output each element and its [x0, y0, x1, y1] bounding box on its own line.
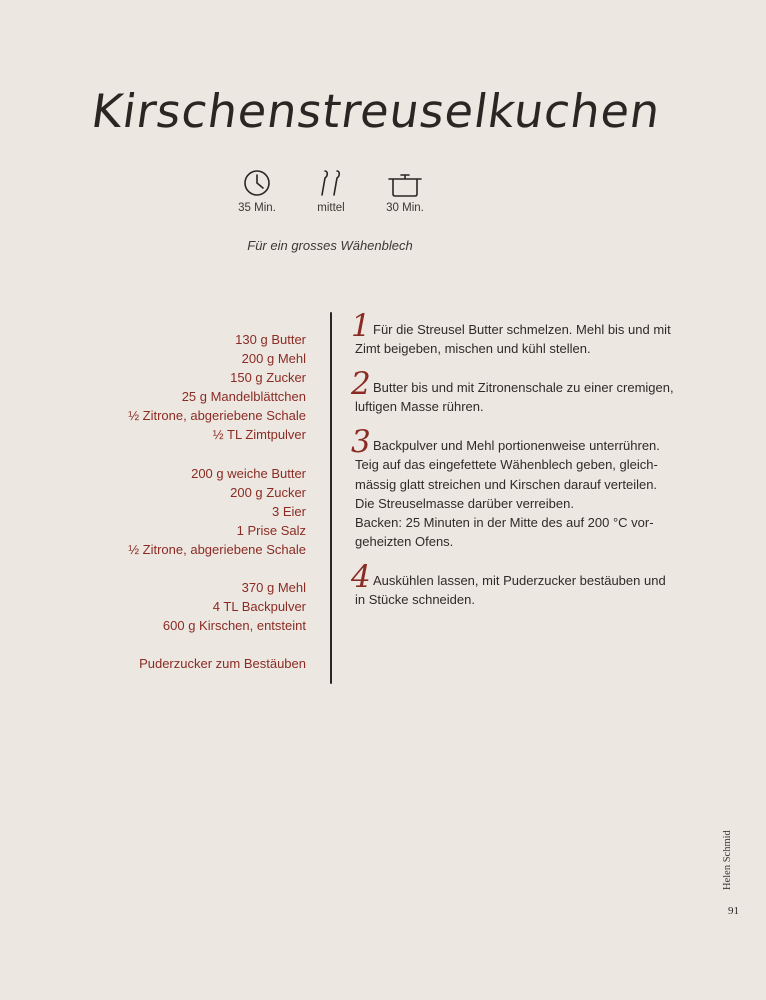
ingredient-group-cream: [60, 464, 306, 559]
prep-time: [236, 166, 278, 214]
step-4: [351, 558, 695, 609]
step-line: in Stücke schneiden.: [355, 592, 475, 608]
page-number: 91: [728, 905, 739, 917]
step-1: [351, 308, 695, 358]
servings: Für ein grosses Wähenblech: [247, 238, 413, 253]
step-line: Auskühlen lassen, mit Puderzucker bestäuben und: [373, 572, 666, 588]
difficulty: [310, 166, 352, 214]
clock-icon: [236, 166, 278, 200]
difficulty-icon: [310, 166, 352, 200]
ingredient-item: 200 g Zucker: [230, 484, 306, 500]
ingredient-group-streusel: [60, 330, 306, 445]
ingredient-group-dough: [60, 578, 306, 635]
ingredient-group-topping: [60, 654, 306, 673]
author-credit: [712, 830, 762, 890]
step-number: 2: [351, 366, 371, 403]
step-line: luftigen Masse rühren.: [355, 399, 484, 415]
step-2: [351, 366, 695, 416]
step-line: Die Streuselmasse darüber verreiben.: [355, 495, 574, 511]
ingredient-item: ½ Zitrone, abgeriebene Schale: [128, 541, 306, 557]
step-line: Backpulver und Mehl portionenweise unterrühren.: [373, 438, 660, 454]
ingredient-item: Puderzucker zum Bestäuben: [139, 656, 306, 672]
step-number: 1: [351, 308, 371, 344]
step-number: 4: [351, 558, 371, 595]
step-line: geheizten Ofens.: [355, 533, 454, 549]
step-number: 3: [351, 424, 371, 461]
step-line: Backen: 25 Minuten in der Mitte des auf 200 °C vor-: [355, 514, 654, 530]
ingredient-item: 200 g weiche Butter: [191, 465, 306, 481]
step-line: Teig auf das eingefettete Wähenblech geben, gleich-: [355, 457, 658, 473]
ingredient-item: 25 g Mandelblättchen: [181, 389, 306, 405]
ingredient-item: 370 g Mehl: [241, 580, 306, 596]
step-list: [351, 308, 695, 629]
bake-time: [383, 166, 427, 214]
step-line: Butter bis und mit Zitronenschale zu einer cremigen,: [373, 380, 674, 396]
ingredient-item: 130 g Butter: [235, 332, 306, 347]
ingredient-item: 150 g Zucker: [230, 370, 306, 386]
ingredient-item: 3 Eier: [272, 503, 306, 519]
ingredient-item: 1 Prise Salz: [236, 522, 306, 538]
column-divider: [330, 312, 332, 684]
pot-icon: [383, 166, 427, 200]
step-line: Für die Streusel Butter schmelzen. Mehl bis und mit: [373, 322, 671, 337]
prep-time-label: 35 Min.: [238, 202, 276, 214]
bake-time-label: 30 Min.: [386, 202, 424, 214]
ingredient-item: ½ Zitrone, abgeriebene Schale: [128, 408, 306, 424]
difficulty-label: mittel: [317, 202, 345, 214]
ingredient-item: 600 g Kirschen, entsteint: [162, 618, 306, 634]
ingredient-item: 200 g Mehl: [241, 351, 306, 367]
step-line: Zimt beigeben, mischen und kühl stellen.: [355, 341, 591, 357]
ingredient-item: 4 TL Backpulver: [212, 599, 306, 615]
ingredient-item: ½ TL Zimtpulver: [212, 427, 306, 443]
step-3: [351, 424, 695, 551]
step-line: mässig glatt streichen und Kirschen darauf verteilen.: [355, 476, 658, 492]
ingredient-list: [60, 330, 306, 692]
author-name: Helen Schmid: [722, 830, 733, 890]
recipe-title: Kirschenstreuselkuchen: [88, 84, 665, 138]
